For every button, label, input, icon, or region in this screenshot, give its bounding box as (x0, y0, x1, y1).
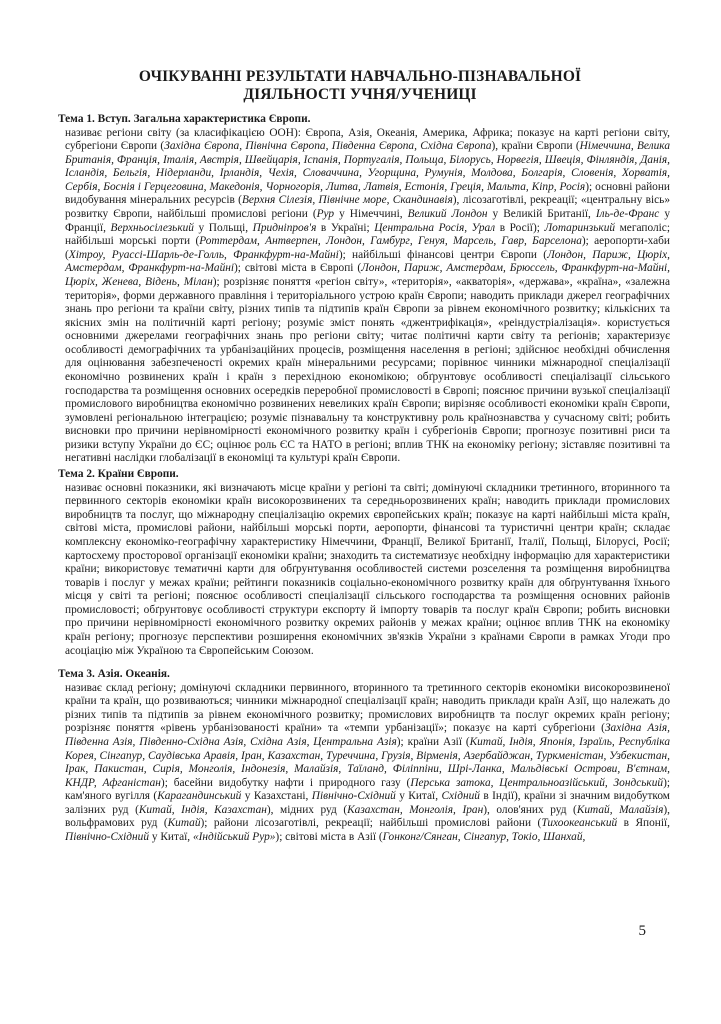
topic-1 (58, 113, 670, 466)
italic-text-segment: Китай, Малайзія (576, 803, 664, 816)
italic-text-segment: Верхня Сілезія, Північне море, Скандинавія (241, 194, 453, 207)
italic-text-segment: Центральна Росія, Урал (374, 221, 496, 234)
italic-text-segment: Східний (441, 790, 480, 803)
text-segment: ); басейни видобутку нафти і природного газу ( (160, 776, 411, 789)
topic-heading: Тема 1. Вступ. Загальна характеристика Європи. (58, 113, 311, 125)
text-segment: називає основні показники, які визначають місце країни у регіоні та світі; домінуючі складники третинного, вторинного та первинного секторів економіки країн високорозвинених та середньорозвинених країн; наводить приклади промислових виробництв та послуг, що міжнародну спеціалізацію окремих європейських країн; показує на карті найбільші міста країн, світові міста, промислові райони, найбільші морські порти, аеропорти, фінансові та туристичні центри країн; складає комплексну економіко-географічну характеристику Німеччини, Франції, Великої Британії, Італії, Польщі, Білорусі, Росії; картосхему просторової організації економіки країни; знаходить та систематизує необхідну інформацію для характеристики країни; використовує тематичні карти для обґрунтування особливостей системи розселення та розміщення виробництва товарів і послуг у межах країни; рейтинги показників соціально-економічного розвитку країн для обґрунтування їхнього місця у світі та регіоні; пояснює особливості спеціалізації сільського господарства та розміщення основних районів промисловості; обґрунтовує особливості структури експорту й імпорту товарів та послуг країн Європи; робить висновки про причини нерівномірності економічного розвитку окремих районів у межах країни; оцінює вплив ТНК на економіку країн регіону; прогнозує перспективи розширення економічних зв'язків України з країнами Європи в рамках Угоди про асоціацію між Україною та Європейським Союзом. (65, 481, 670, 657)
italic-text-segment: Гонконг/Сянган, Сінгапур, Токіо, Шанхай, (382, 831, 586, 844)
text-segment: в Індії), країни зі значним видобутком залізних руд ( (65, 790, 670, 816)
italic-text-segment: Китай (167, 817, 201, 830)
italic-text-segment: Північно-Східний (65, 831, 149, 844)
italic-text-segment: Китай, Індія, Казахстан (138, 803, 267, 816)
italic-text-segment: Західна Європа, Північна Європа, Південна Європа, Східна Європа (164, 140, 492, 153)
italic-text-segment: Верхньосілезький (110, 221, 194, 234)
topic-body (65, 482, 670, 659)
italic-text-segment: Західна Азія, Південна Азія, Південно-Східна Азія, Східна Азія, Центральна Азія (65, 722, 670, 749)
topic-heading: Тема 3. Азія. Океанія. (58, 668, 170, 681)
italic-text-segment: Карагандинський (157, 790, 242, 803)
text-segment: ); країни Азії ( (396, 736, 470, 749)
page-title-line-2: ДІЯЛЬНОСТІ УЧНЯ/УЧЕНИЦІ (243, 86, 477, 103)
italic-text-segment: Іль-де-Франс (595, 208, 660, 221)
italic-text-segment: Великий Лондон (407, 208, 488, 221)
text-segment: ), олов'яних руд ( (483, 803, 577, 816)
text-segment: ); кам'яного вугілля ( (65, 776, 670, 803)
text-segment: ), країни Європи ( (491, 140, 580, 153)
text-segment: ), лісозаготівлі, рекреації; «центральну вісь» розвитку Європи, найбільші промислові регіони ( (65, 194, 670, 221)
text-segment: ); розрізняє поняття «регіон світу», «територія», «акваторія», «держава», «країна», «залежна територія», форми державного правління і територіального устрою країн Європи; наводить приклади джерел географічних знань про регіони та країни світу, різних типів та підтипів країн Європи за рівнем економічного розвитку; кількісних та якісних змін на політичній карті регіону; розуміє зміст понять «джентрифікація», «реіндустріалізація». користується основними джерелами географічних знань про регіони світу; читає політичні карти світу та регіонів; характеризує особливості демографічних та урбанізаційних процесів, розміщення населення в регіоні; здійснює необхідні обчислення для оцінювання забезпеченості окремих країн мінеральними ресурсами; порівнює чинники міжнародної спеціалізації економічно розвинених країн і країн з перехідною економікою; обґрунтовує особливості спеціалізації сільського господарства та розміщення основних осередків переробної промисловості в Європі; пояснює причини вузької спеціалізації промислового виробництва економічно розвинених невеликих країн Європи; вирізняє особливості економіки країн Європи, зумовлені регіональною інтеграцією; розуміє пізнавальну та конструктивну роль країнознавства у сучасному світі; робить висновки про причини нерівномірності економічного розвитку країн і субрегіонів Європи; прогнозує позитивні риси та ризики вступу України до ЄС; оцінює роль ЄС та НАТО в регіоні; вплив ТНК на економіку регіону; зіставляє позитивні та негативні наслідки глобалізації в економіці та культурі країн Європи. (65, 275, 670, 465)
text-segment: у Польщі, (193, 221, 253, 234)
text-segment: ); світові міста в Азії ( (275, 831, 383, 844)
document-body (58, 113, 670, 845)
topic-2 (58, 468, 670, 658)
italic-text-segment: Лондон, Париж, Амстердам, Брюссель, Франкфурт-на-Майні, Цюріх, Женева, Відень, Мілан (65, 262, 671, 288)
text-segment: ), мідних руд ( (266, 803, 348, 816)
text-segment: ); основні райони видобування мінеральних ресурсів ( (65, 180, 670, 207)
text-segment: у Франції, (65, 208, 671, 234)
italic-text-segment: «Індійський Рур» (192, 831, 276, 844)
text-segment: називає регіони світу (за класифікацією ООН): Європа, Азія, Океанія, Америка, Африка; показує на карті регіони світу, субрегіони Європи ( (65, 126, 670, 153)
italic-text-segment: Хітроу, Руассі-Шарль-де-Голль, Франкфурт-на-Майні (68, 248, 339, 261)
italic-text-segment: Німеччина, Велика Британія, Франція, Італія, Австрія, Швейцарія, Іспанія, Португалія, Польща, Білорусь, Норвегія, Швеція, Фінляндія, Данія, Ісландія, Бельгія, Нідерланди, Ірландія, Чехія, Словаччина, Угорщина, Румунія, Молдова, Болгарія, Словенія, Хорватія, Сербія, Боснія і Герцеговина, Македонія, Чорногорія, Литва, Латвія, Естонія, Греція, Мальта, Кіпр, Росія (65, 140, 670, 193)
text-segment: у Великій Британії, (487, 208, 596, 221)
text-segment: ); райони лісозаготівлі, рекреації; найбільші промислові райони ( (200, 817, 542, 830)
topic-3 (58, 668, 670, 845)
italic-text-segment: Північно-Східний (311, 790, 396, 803)
italic-text-segment: Казахстан, Монголія, Іран (347, 803, 484, 816)
text-segment: ); аеропорти-хаби ( (65, 235, 670, 261)
italic-text-segment: Китай, Індія, Японія, Ізраїль, Республіка Корея, Сінгапур, Саудівська Аравія, Іран, Казахстан, Туреччина, Грузія, Вірменія, Азербайджан, Туркменістан, Узбекистан, Ірак, Пакистан, Сирія, Монголія, Індонезія, Малайзія, Таїланд, Філіппіни, Шрі-Ланка, Мальдівські Острови, В'єтнам, КНДР, Афганістан (65, 736, 671, 789)
text-segment: у Німеччині, (334, 208, 408, 221)
italic-text-segment: Тихоокеанський (541, 817, 618, 830)
italic-text-segment: Рур (316, 208, 335, 221)
page-number: 5 (638, 923, 646, 939)
italic-text-segment: Роттердам, Антверпен, Лондон, Гамбург, Генуя, Марсель, Гавр, Барселона (199, 235, 582, 248)
text-segment: у Казахстані, (241, 790, 312, 803)
topic-heading: Тема 2. Країни Європи. (58, 468, 179, 481)
text-segment: у Китаї, (395, 790, 442, 803)
text-segment: в Росії); (495, 221, 545, 234)
italic-text-segment: Лондон, Париж, Цюріх, Амстердам, Франкфурт-на-Майні (65, 248, 670, 275)
text-segment: у Китаї, (149, 831, 193, 844)
text-segment: в Україні; (316, 221, 375, 234)
page-title-line-1: ОЧІКУВАННІ РЕЗУЛЬТАТИ НАВЧАЛЬНО-ПІЗНАВАЛЬНОЇ (138, 68, 582, 85)
text-segment: в Японії, (617, 817, 671, 830)
italic-text-segment: Лотаринзький (544, 221, 616, 234)
text-segment: ), вольфрамових руд ( (65, 803, 670, 830)
topic-body (65, 127, 670, 466)
text-segment: називає склад регіону; домінуючі складники первинного, вторинного та третинного секторів економіки високорозвиненої країни та країн, що розвиваються; чинники міжнародної спеціалізації країн; наводить приклади країн Азії, що належать до різних типів та підтипів за рівнем економічного розвитку; промислових виробництв та послуг окремих країн регіону; розрізняє поняття «рівень урбанізованості країни» та «темпи урбанізації»; показує на карті субрегіони ( (65, 681, 670, 735)
text-segment: ); найбільші фінансові центри Європи ( (338, 248, 548, 261)
text-segment: ); світові міста в Європі ( (234, 262, 362, 275)
italic-text-segment: Перська затока, Центральноазійський, Зондський (410, 776, 664, 789)
text-segment: мегаполіс; найбільші морські порти ( (65, 221, 670, 248)
italic-text-segment: Придніпров'я (252, 221, 317, 234)
page-title (100, 68, 620, 104)
topic-body (65, 682, 670, 845)
